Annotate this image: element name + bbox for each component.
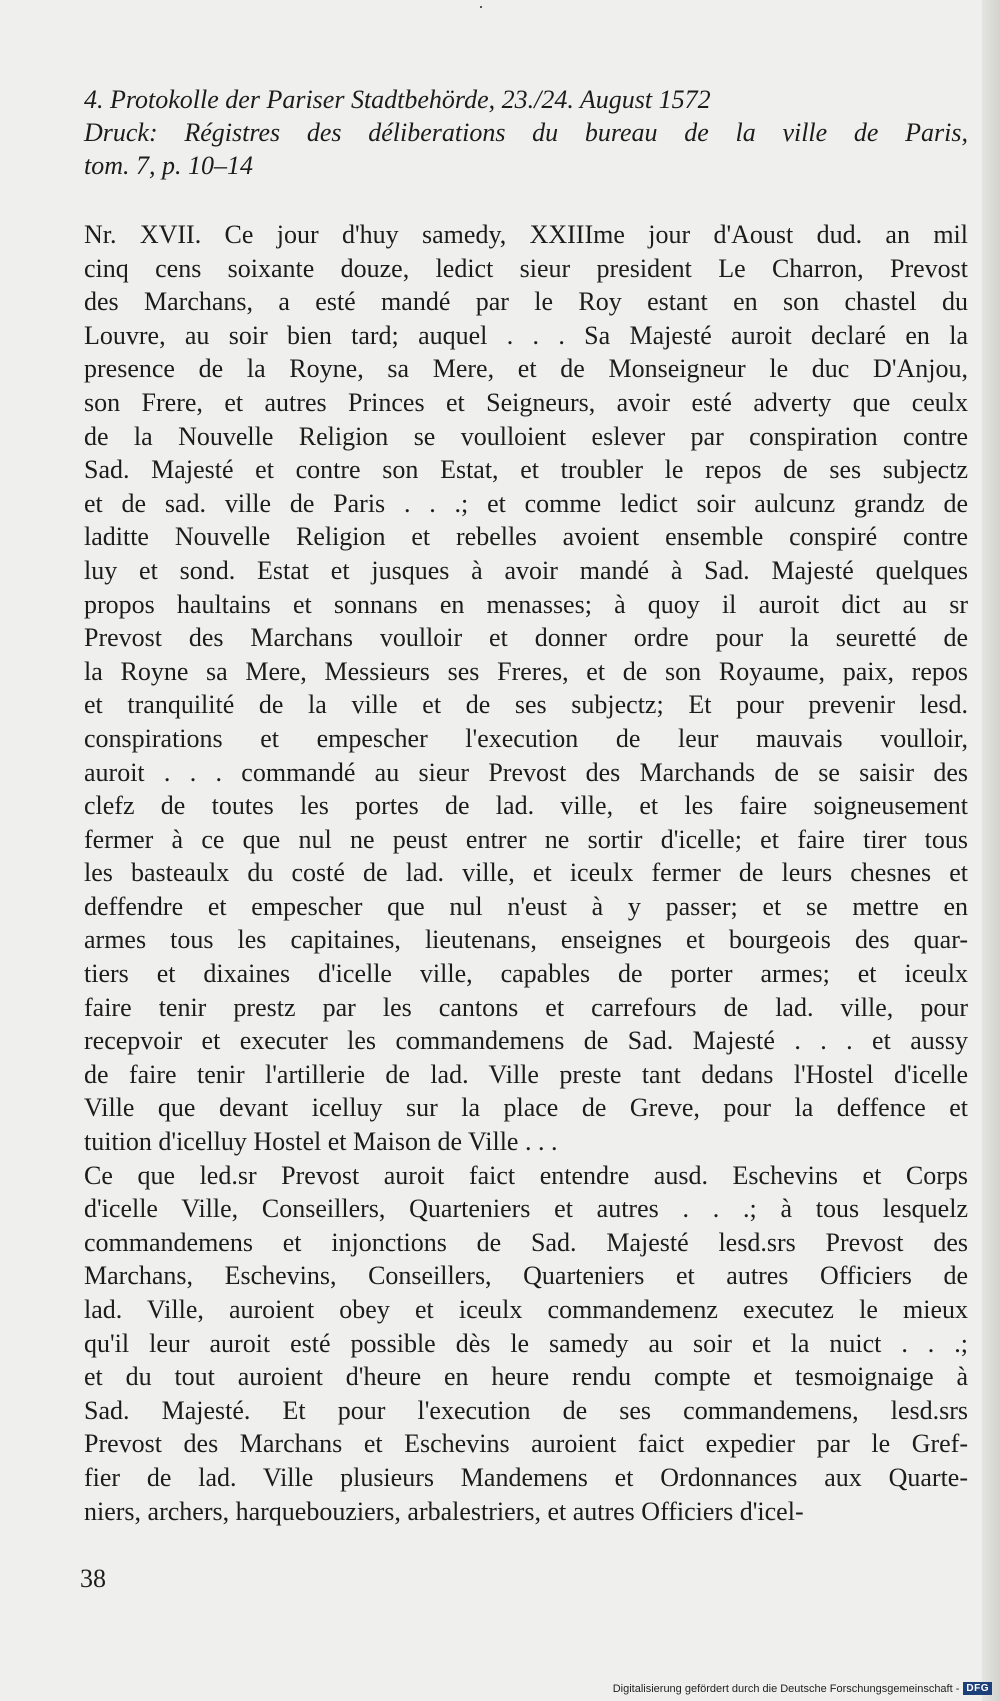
text-line: Sad. Majesté. Et pour l'execution de ses commandemens, lesd.srs	[84, 1395, 968, 1425]
text-line: conspirations et empescher l'execution de leur mauvais voulloir,	[84, 723, 968, 753]
document-body	[84, 218, 968, 1528]
source-line-1: Druck: Régistres des déliberations du bureau de la ville de Paris,	[84, 118, 968, 147]
text-line: fier de lad. Ville plusieurs Mandemens et Ordonnances aux Quarte-	[84, 1462, 968, 1492]
text-line: et du tout auroient d'heure en heure rendu compte et tesmoignaige à	[84, 1362, 968, 1392]
page-number: 38	[80, 1564, 106, 1593]
page-edge	[982, 0, 1000, 1701]
text-line: Nr. XVII. Ce jour d'huy samedy, XXIIIme jour d'Aoust dud. an mil	[84, 220, 968, 249]
text-line: Louvre, au soir bien tard; auquel . . . Sa Majesté auroit declaré en la	[84, 320, 968, 350]
text-line: niers, archers, harquebouziers, arbalestriers, et autres Officiers d'icel-	[84, 1496, 804, 1526]
text-line: commandemens et injonctions de Sad. Majesté lesd.srs Prevost des	[84, 1227, 968, 1257]
text-line: lad. Ville, auroient obey et iceulx commandemenz executez le mieux	[84, 1295, 968, 1324]
text-line: Prevost des Marchans et Eschevins auroient faict expedier par le Gref-	[84, 1429, 968, 1459]
text-line: de la Nouvelle Religion se voulloient eslever par conspiration contre	[84, 421, 968, 451]
text-line: propos haultains et sonnans en menasses; à quoy il auroit dict au sr	[84, 589, 968, 619]
text-line: luy et sond. Estat et jusques à avoir mandé à Sad. Majesté quelques	[84, 555, 968, 585]
text-line: d'icelle Ville, Conseillers, Quarteniers et autres . . .; à tous lesquelz	[84, 1194, 968, 1224]
text-line: Sad. Majesté et contre son Estat, et troubler le repos de ses subjectz	[84, 455, 968, 485]
text-line: et de sad. ville de Paris . . .; et comme ledict soir aulcunz grandz de	[84, 488, 968, 518]
text-line: presence de la Royne, sa Mere, et de Monseigneur le duc D'Anjou,	[84, 354, 968, 384]
text-line: armes tous les capitaines, lieutenans, enseignes et bourgeois des quar-	[84, 925, 968, 955]
text-line: clefz de toutes les portes de lad. ville, et les faire soigneusement	[84, 791, 968, 821]
text-line: Marchans, Eschevins, Conseillers, Quarteniers et autres Officiers de	[84, 1261, 968, 1291]
footer-credit: Digitalisierung gefördert durch die Deutsche Forschungsgemeinschaft -	[612, 1682, 960, 1695]
text-line: recepvoir et executer les commandemens de Sad. Majesté . . . et aussy	[84, 1026, 968, 1056]
text-line: de faire tenir l'artillerie de lad. Ville preste tant dedans l'Hostel d'icelle	[84, 1059, 968, 1089]
footer	[613, 1682, 992, 1695]
text-line: son Frere, et autres Princes et Seigneurs, avoir esté adverty que ceulx	[84, 387, 968, 417]
text-line: Prevost des Marchans voulloir et donner ordre pour la seuretté de	[84, 623, 968, 653]
text-line: des Marchans, a esté mandé par le Roy estant en son chastel du	[84, 287, 968, 317]
text-line: tuition d'icelluy Hostel et Maison de Ville . . .	[84, 1127, 558, 1157]
dfg-logo: DFG	[963, 1682, 992, 1695]
text-line: tiers et dixaines d'icelle ville, capables de porter armes; et iceulx	[84, 959, 968, 989]
text-line: deffendre et empescher que nul n'eust à y passer; et se mettre en	[84, 891, 968, 921]
text-line: et tranquilité de la ville et de ses subjectz; Et pour prevenir lesd.	[84, 690, 968, 720]
text-line: les basteaulx du costé de lad. ville, et iceulx fermer de leurs chesnes et	[84, 858, 968, 888]
text-line: Ce que led.sr Prevost auroit faict entendre ausd. Eschevins et Corps	[84, 1160, 968, 1190]
text-line: la Royne sa Mere, Messieurs ses Freres, et de son Royaume, paix, repos	[84, 656, 968, 686]
source-line-2: tom. 7, p. 10–14	[84, 151, 253, 180]
text-line: qu'il leur auroit esté possible dès le samedy au soir et la nuict . . .;	[84, 1328, 968, 1358]
text-line: auroit . . . commandé au sieur Prevost des Marchands de se saisir des	[84, 757, 968, 787]
scan-speck	[480, 6, 482, 8]
document-heading	[84, 83, 968, 182]
document-title: 4. Protokolle der Pariser Stadtbehörde, 23./24. August 1572	[84, 85, 711, 114]
text-line: fermer à ce que nul ne peust entrer ne sortir d'icelle; et faire tirer tous	[84, 824, 968, 854]
text-line: laditte Nouvelle Religion et rebelles avoient ensemble conspiré contre	[84, 522, 968, 552]
text-line: faire tenir prestz par les cantons et carrefours de lad. ville, pour	[84, 992, 968, 1022]
text-line: Ville que devant icelluy sur la place de Greve, pour la deffence et	[84, 1093, 968, 1123]
text-line: cinq cens soixante douze, ledict sieur president Le Charron, Prevost	[84, 253, 968, 283]
